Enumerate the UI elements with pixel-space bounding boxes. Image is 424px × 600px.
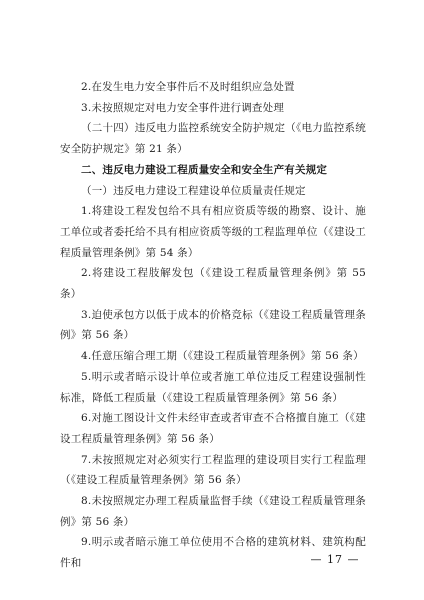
paragraph-rule-1: 1.将建设工程发包给不具有相应资质等级的勘察、设计、施工单位或者委托给不具有相应资质等级的工程监理单位（《建设工程质量管理条例》第 54 条） xyxy=(60,205,366,259)
paragraph-rule-5: 5.明示或者暗示设计单位或者施工单位违反工程建设强制性标准，降低工程质量（《建设工程质量管理条例》第 56 条） xyxy=(60,370,366,404)
paragraph-item-3: 3.未按照规定对电力安全事件进行调查处理 xyxy=(81,101,285,114)
paragraph-rule-7: 7.未按照规定对必须实行工程监理的建设项目实行工程监理（《建设工程质量管理条例》第 56 条） xyxy=(60,453,366,487)
paragraph-item-2: 2.在发生电力安全事件后不及时组织应急处置 xyxy=(81,81,295,93)
paragraph-rule-4: 4.任意压缩合理工期（《建设工程质量管理条例》第 56 条） xyxy=(81,350,364,363)
paragraph-rule-6: 6.对施工图设计文件未经审查或者审查不合格擅自施工（《建设工程质量管理条例》第 56 条） xyxy=(60,412,366,445)
section-heading-2: 二、违反电力建设工程质量安全和安全生产有关规定 xyxy=(81,163,328,176)
body-text xyxy=(60,77,366,574)
paragraph-rule-3: 3.迫使承包方以低于成本的价格竞标（《建设工程质量管理条例》第 56 条） xyxy=(60,308,366,342)
paragraph-section-24: （二十四）违反电力监控系统安全防护规定（《电力监控系统安全防护规定》第 21 条） xyxy=(60,122,366,156)
paragraph-rule-2: 2.将建设工程肢解发包（《建设工程质量管理条例》第 55 条） xyxy=(60,267,366,301)
paragraph-rule-9: 9.明示或者暗示施工单位使用不合格的建筑材料、建筑构配件和 xyxy=(60,536,366,570)
subsection-heading-1: （一）违反电力建设工程建设单位质量责任规定 xyxy=(81,184,306,197)
paragraph-rule-8: 8.未按照规定办理工程质量监督手续（《建设工程质量管理条例》第 56 条） xyxy=(60,495,366,528)
page-number: — 17 — xyxy=(310,553,360,566)
